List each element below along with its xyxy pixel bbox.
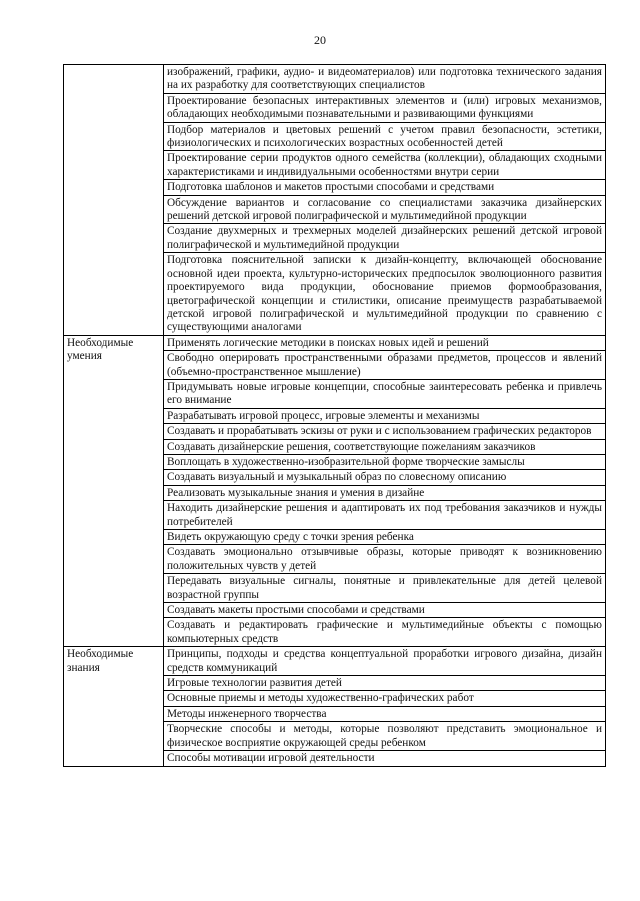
table-row xyxy=(64,65,606,94)
requirement-item: Создавать макеты простыми способами и средствами xyxy=(164,603,606,618)
requirement-item: Проектирование серии продуктов одного семейства (коллекции), обладающих сходными характеристиками и индивидуальными особенностями внутри серии xyxy=(164,151,606,180)
requirement-item: Основные приемы и методы художественно-графических работ xyxy=(164,691,606,706)
requirement-item: Создавать и прорабатывать эскизы от руки и с использованием графических редакторов xyxy=(164,424,606,439)
requirement-item: Создание двухмерных и трехмерных моделей дизайнерских решений детской игровой полиграфической и мультимедийной продукции xyxy=(164,224,606,253)
requirement-item: Разрабатывать игровой процесс, игровые элементы и механизмы xyxy=(164,408,606,423)
requirement-item: Принципы, подходы и средства концептуальной проработки игрового дизайна, дизайн средств коммуникаций xyxy=(164,647,606,676)
requirement-item: Передавать визуальные сигналы, понятные и привлекательные для детей целевой возрастной группы xyxy=(164,574,606,603)
page-number: 20 xyxy=(314,33,326,47)
requirement-item: Придумывать новые игровые концепции, способные заинтересовать ребенка и привлечь его внимание xyxy=(164,379,606,408)
requirement-item: Применять логические методики в поисках новых идей и решений xyxy=(164,335,606,350)
requirements-table xyxy=(63,64,606,767)
requirement-item: Подбор материалов и цветовых решений с учетом правил безопасности, эстетики, физиологических и психологических возрастных особенностей детей xyxy=(164,122,606,151)
requirement-item: Свободно оперировать пространственными образами предметов, процессов и явлений (объемно-пространственное мышление) xyxy=(164,351,606,380)
requirement-item: Создавать визуальный и музыкальный образ по словесному описанию xyxy=(164,470,606,485)
requirement-item: Находить дизайнерские решения и адаптировать их под требования заказчиков и нужды потребителей xyxy=(164,501,606,530)
requirement-item: Воплощать в художественно-изобразительной форме творческие замыслы xyxy=(164,454,606,469)
table-row xyxy=(64,647,606,676)
requirement-item: Подготовка шаблонов и макетов простыми способами и средствами xyxy=(164,180,606,195)
requirement-item: изображений, графики, аудио- и видеоматериалов) или подготовка технического задания на их разработку для соответствующих специалистов xyxy=(164,65,606,94)
requirement-item: Обсуждение вариантов и согласование со специалистами заказчика дизайнерских решений детской игровой полиграфической и мультимедийной продукции xyxy=(164,195,606,224)
section-label: Необходимые умения xyxy=(64,335,164,647)
requirement-item: Методы инженерного творчества xyxy=(164,706,606,721)
requirement-item: Подготовка пояснительной записки к дизайн-концепту, включающей обоснование основной идеи проекта, культурно-исторических предпосылок эволюционного развития проектируемого вида продукции, обоснование приемов формообразования, цветографической концепции и стилистики, описание преимуществ разрабатываемой детской игровой полиграфической и мультимедийной продукции по сравнению с существующими аналогами xyxy=(164,253,606,335)
section-label xyxy=(64,65,164,336)
table-row xyxy=(64,335,606,350)
requirement-item: Проектирование безопасных интерактивных элементов и (или) игровых механизмов, обладающих необходимыми познавательными и развивающими функциями xyxy=(164,93,606,122)
table-body xyxy=(64,65,606,767)
section-label: Необходимые знания xyxy=(64,647,164,766)
requirement-item: Видеть окружающую среду с точки зрения ребенка xyxy=(164,530,606,545)
requirement-item: Создавать и редактировать графические и мультимедийные объекты с помощью компьютерных средств xyxy=(164,618,606,647)
requirement-item: Создавать дизайнерские решения, соответствующие пожеланиям заказчиков xyxy=(164,439,606,454)
requirement-item: Способы мотивации игровой деятельности xyxy=(164,751,606,766)
requirement-item: Создавать эмоционально отзывчивые образы, которые приводят к возникновению положительных чувств у детей xyxy=(164,545,606,574)
requirement-item: Реализовать музыкальные знания и умения в дизайне xyxy=(164,485,606,500)
requirement-item: Игровые технологии развития детей xyxy=(164,676,606,691)
requirement-item: Творческие способы и методы, которые позволяют представить эмоциональное и физическое восприятие окружающей среды ребенком xyxy=(164,722,606,751)
